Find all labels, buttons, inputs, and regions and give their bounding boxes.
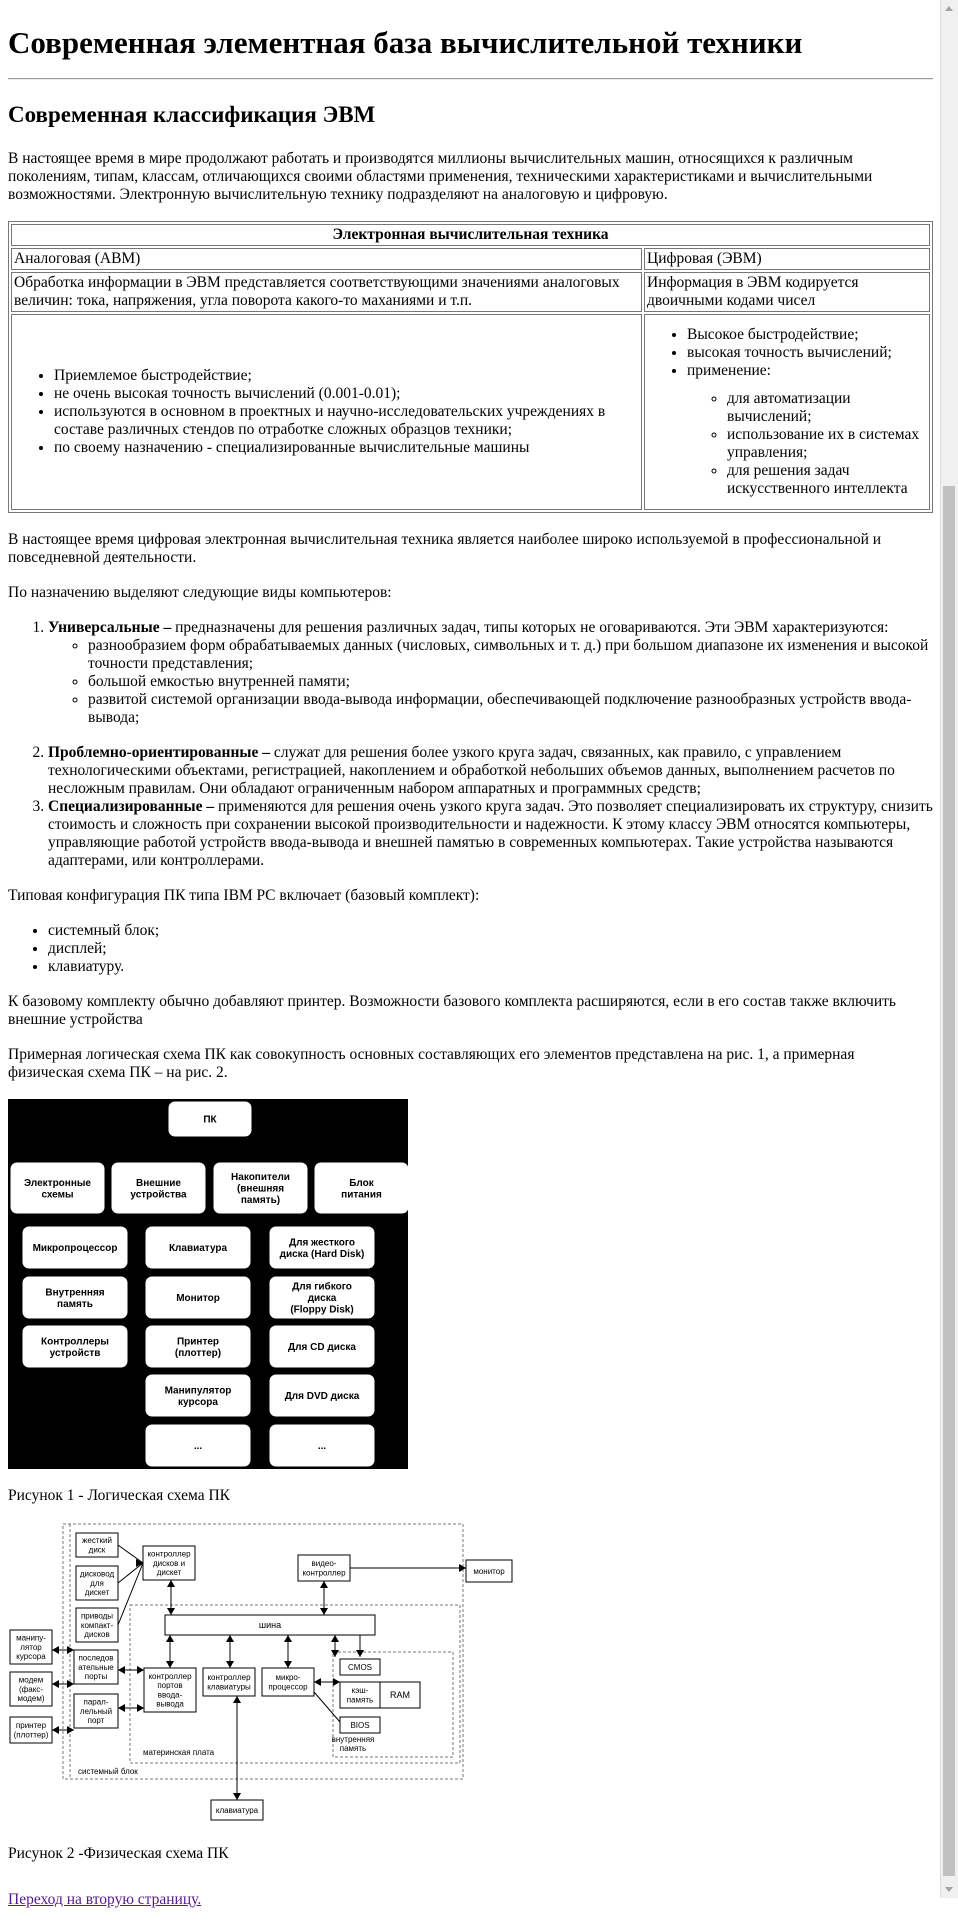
fdd-label: дискет	[84, 1588, 110, 1597]
fig1-group-label: схемы	[41, 1189, 74, 1201]
list-item: ◦ использование их в системах управления;	[727, 426, 927, 462]
list-item	[48, 744, 933, 798]
disk-controller-label: дисков и	[152, 1558, 186, 1568]
bus-label: шина	[258, 1620, 282, 1631]
term-problem-oriented: Проблемно-ориентированные –	[48, 744, 270, 761]
fig1-col3-item-label: Для жесткого	[288, 1237, 356, 1249]
table-digital-info: Информация в ЭВМ кодируется двоичными кодами чисел	[644, 272, 930, 312]
fig1-group-label: питания	[341, 1189, 382, 1201]
list-item	[48, 798, 933, 870]
fig1-col3-item-label: диска (Hard Disk)	[279, 1248, 365, 1260]
fig1-col3-item-label: Для DVD диска	[284, 1391, 360, 1402]
fig1-root-label: ПК	[203, 1114, 217, 1126]
fig1-col1-item-label: Контроллеры	[41, 1336, 109, 1348]
classification-table	[8, 221, 933, 513]
digital-paragraph: В настоящее время цифровая электронная вычислительная техника является наиболее широко используемой в профессиональной и повседневной деятельности.	[8, 531, 882, 566]
term-description: предназначены для решения различных задач, типы которых не оговариваются. Эти ЭВМ характеризуются:	[171, 619, 889, 636]
modem-label: модем	[18, 1675, 44, 1685]
fig1-col1-item-label: память	[57, 1298, 93, 1310]
fdd-label: для	[90, 1578, 104, 1588]
list-item: • Высокое быстродействие;	[687, 326, 927, 344]
modem-label: (факс-	[19, 1684, 43, 1694]
link-kbc-keyboard-head	[233, 1696, 241, 1703]
next-page-link[interactable]: Переход на вторую страницу.	[8, 1891, 202, 1908]
link-video-bus-head	[320, 1581, 328, 1588]
fig1-col3-item-label: ...	[317, 1441, 327, 1452]
link-serial-io-head	[118, 1666, 125, 1674]
fig1-group-label: Электронные	[24, 1177, 91, 1189]
link-bus-mem2-head	[356, 1650, 364, 1657]
table-header: Электронная вычислительная техника	[11, 224, 930, 246]
cpu-label: процессор	[268, 1682, 308, 1692]
disk-controller-label: контроллер	[147, 1549, 191, 1559]
printer-label: принтер	[15, 1721, 47, 1731]
fig1-col2-item-label: Принтер	[176, 1336, 220, 1348]
fig1-col1-item-label: Внутренняя	[45, 1287, 105, 1299]
list-item: ◦ для решения задач искусственного интеллекта	[727, 462, 927, 498]
term-description: применяются для решения очень узкого круга задач. Это позволяет специализировать их структуру, снизить стоимость и сложность при сохранении высокой производительности и надежности. К этому классу ЭВМ относятся компьютеры, управляющие работой устройств ввода-вывода и внешней памятью в современных компьютерах. Такие устройства называются адаптерами, или контроллерами.	[48, 798, 933, 869]
schemes-paragraph: Примерная логическая схема ПК как совокупность основных составляющих его элементов представлена на рис. 1, а примерная физическая схема ПК – на рис. 2.	[8, 1046, 855, 1081]
printer-label: (плоттер)	[13, 1730, 49, 1740]
term-specialized: Специализированные –	[48, 798, 215, 815]
analog-feature-list	[14, 367, 639, 457]
physical-scheme-figure	[8, 1522, 518, 1827]
fig1-col2-item-label: Клавиатура	[168, 1243, 228, 1254]
cdd-label: приводы	[80, 1611, 114, 1621]
video-controller-label: видео-	[311, 1559, 337, 1569]
list-item: ◦ для автоматизации вычислений;	[727, 390, 927, 426]
logical-scheme-figure	[8, 1099, 408, 1469]
link-bus-mem-head	[331, 1635, 339, 1642]
list-item	[48, 619, 933, 727]
link-bus-io-head	[166, 1661, 174, 1668]
keyboard-label: клавиатура	[215, 1805, 259, 1815]
printer-paragraph: К базовому комплекту обычно добавляют принтер. Возможности базового комплекта расширяются, если в его состав также включить внешние устройства	[8, 993, 896, 1028]
figure2-caption: Рисунок 2 -Физическая схема ПК	[8, 1845, 229, 1862]
link-kbc-keyboard-head	[233, 1793, 241, 1800]
internal-memory-label: внутренняя	[331, 1735, 375, 1744]
parallel-port-label: порт	[87, 1716, 105, 1725]
link-serial-io-head	[137, 1666, 144, 1674]
list-item: ◦ разнообразием форм обрабатываемых данных (числовых, символьных и т. д.) при большом диапазоне их изменения и высокой точности представления;	[88, 637, 933, 673]
system-unit-label: системный блок	[78, 1767, 138, 1776]
fig1-group-label: память)	[240, 1195, 281, 1206]
disk-controller-label: дискет	[156, 1568, 182, 1577]
application-sublist	[687, 390, 927, 498]
io-controller-label: портов	[157, 1681, 183, 1691]
link-parallel-io-head	[137, 1704, 144, 1712]
config-list	[8, 922, 933, 976]
modem-label: модем)	[17, 1694, 45, 1703]
list-item: • используются в основном в проектных и научно-исследовательских учреждениях в составе различных стендов по отработке сложных образцов техники;	[54, 403, 639, 439]
fig1-col1-item-label: Микропроцессор	[32, 1243, 118, 1254]
fig1-col2-item-label: Манипулятор	[164, 1385, 232, 1397]
link-parallel-io-head	[118, 1704, 125, 1712]
table-digital-features	[644, 314, 930, 510]
keyboard-controller-label: клавиатуры	[207, 1682, 251, 1692]
intro-paragraph: В настоящее время в мире продолжают работать и производятся миллионы вычислительных машин, относящихся к различным поколениям, типам, классам, отличающихся своими областями применения, техническими характеристиками и вычислительными возможностями. Электронную вычислительную технику подразделяют на аналоговую и цифровую.	[8, 150, 873, 203]
serial-ports-label: ательные	[78, 1662, 114, 1672]
list-item: • по своему назначению - специализированные вычислительные машины	[54, 439, 639, 457]
link-bus-cpu-head	[284, 1635, 292, 1642]
cache-label: память	[346, 1695, 374, 1705]
table-col-analog: Аналоговая (АВМ)	[11, 248, 642, 270]
scroll-up-arrow-icon[interactable]	[941, 0, 958, 17]
fig1-col3-item-label: Для гибкого	[292, 1281, 352, 1293]
purpose-paragraph: По назначению выделяют следующие виды компьютеров:	[8, 584, 392, 601]
list-item	[687, 362, 927, 498]
list-item: ◦ развитой системой организации ввода-вывода информации, обеспечивающей подключение разнообразных устройств ввода-вывода;	[88, 691, 933, 727]
io-controller-label: контроллер	[148, 1672, 192, 1681]
video-controller-label: контроллер	[302, 1568, 346, 1578]
purpose-list	[8, 619, 933, 870]
fig1-group-label: Внешние	[136, 1177, 181, 1189]
link-bus-io-head	[166, 1635, 174, 1642]
fig1-col3-item-label: диска	[307, 1293, 337, 1304]
link-mouse-head	[52, 1646, 59, 1654]
fig1-col2-item-label: (плоттер)	[174, 1347, 222, 1359]
term-universal: Универсальные –	[48, 619, 172, 636]
fig1-group-label: Блок	[349, 1177, 374, 1189]
list-item: • высокая точность вычислений;	[687, 344, 927, 362]
link-hdd	[118, 1545, 143, 1563]
cdd-label: дисков	[84, 1630, 110, 1639]
scrollbar-thumb[interactable]	[943, 486, 955, 1876]
link-printer-head	[52, 1726, 59, 1734]
mouse-label: манипу-	[16, 1633, 46, 1643]
cmos-label: CMOS	[348, 1662, 372, 1672]
link-cpu-cache-head	[333, 1678, 340, 1686]
fig1-col1-item-label: устройств	[49, 1347, 101, 1359]
link-video-bus-head	[320, 1608, 328, 1615]
fig1-col2-item-label: ...	[193, 1441, 203, 1452]
keyboard-controller-label: контроллер	[207, 1673, 251, 1683]
digital-feature-list	[647, 326, 927, 498]
config-paragraph: Типовая конфигурация ПК типа IBM PC включает (базовый комплект):	[8, 887, 480, 904]
fig1-col3-item-label: Для CD диска	[288, 1342, 356, 1353]
list-item: • дисплей;	[48, 940, 933, 958]
fig1-group-label: устройства	[130, 1189, 187, 1201]
monitor-label: монитор	[473, 1566, 505, 1576]
list-item: • клавиатуру.	[48, 958, 933, 976]
fig1-group-label: (внешняя	[236, 1183, 285, 1195]
io-controller-label: вывода	[156, 1699, 184, 1709]
list-item: • не очень высокая точность вычислений (0.001-0.01);	[54, 385, 639, 403]
link-bus-kbc-head	[226, 1635, 234, 1642]
link-disk-bus-head	[167, 1580, 175, 1587]
bios-label: BIOS	[350, 1720, 370, 1730]
list-item-label: применение:	[687, 362, 771, 379]
table-analog-features	[11, 314, 642, 510]
universal-sublist	[48, 637, 933, 727]
hdd-label: диск	[88, 1545, 106, 1555]
cache-label: кэш-	[351, 1686, 369, 1696]
list-item: • системный блок;	[48, 922, 933, 940]
link-modem-head	[52, 1680, 59, 1688]
link-mouse-head	[67, 1646, 74, 1654]
link-bus-kbc-head	[226, 1661, 234, 1668]
parallel-port-label: лельный	[79, 1706, 113, 1716]
parallel-port-label: парал-	[83, 1697, 109, 1707]
link-cpu-bios	[314, 1692, 340, 1722]
table-analog-info: Обработка информации в ЭВМ представляется соответствующими значениями аналоговых величин: тока, напряжения, угла поворота какого-то маханиями и т.п.	[11, 272, 642, 312]
serial-ports-label: порты	[84, 1672, 108, 1681]
ram-label: RAM	[390, 1690, 410, 1701]
io-controller-label: ввода-	[157, 1690, 183, 1700]
link-printer-head	[67, 1726, 74, 1734]
mouse-label: курсора	[16, 1652, 46, 1661]
term-description: служат для решения более узкого круга задач, связанных, как правило, с управлением технологическими объектами, регистрацией, накоплением и обработкой небольших объемов данных, выполнением расчетов по несложным правилам. Они обладают ограниченным набором аппаратных и программных средств;	[48, 744, 895, 797]
fig1-col2-item-label: курсора	[178, 1396, 218, 1408]
link-disk-bus-head	[167, 1608, 175, 1615]
cpu-label: микро-	[275, 1673, 301, 1683]
link-cpu-cache-head	[314, 1678, 321, 1686]
fig1-col2-item-label: Монитор	[176, 1293, 220, 1304]
fig1-col3-item-label: (Floppy Disk)	[290, 1304, 354, 1316]
table-col-digital: Цифровая (ЭВМ)	[644, 248, 930, 270]
section-title: Современная классификация ЭВМ	[8, 102, 376, 127]
link-bus-mem-head	[331, 1650, 339, 1657]
vertical-scrollbar[interactable]	[940, 0, 958, 1898]
fdd-label: дисковод	[79, 1569, 115, 1579]
motherboard-label: материнская плата	[143, 1748, 215, 1757]
mouse-label: лятор	[20, 1642, 42, 1652]
internal-memory-label: память	[339, 1744, 367, 1753]
title-divider	[8, 78, 933, 80]
fig1-group-label: Накопители	[231, 1172, 290, 1183]
serial-ports-label: последов	[78, 1653, 114, 1663]
page-title: Современная элементная база вычислительной техники	[8, 25, 803, 60]
scroll-down-arrow-icon[interactable]	[941, 1881, 958, 1898]
figure1-caption: Рисунок 1 - Логическая схема ПК	[8, 1487, 231, 1504]
list-item: • Приемлемое быстродействие;	[54, 367, 639, 385]
link-bus-cpu-head	[284, 1661, 292, 1668]
list-item: ◦ большой емкостью внутренней памяти;	[88, 673, 933, 691]
cdd-label: компакт-	[80, 1620, 114, 1630]
hdd-label: жесткий	[82, 1536, 112, 1546]
page-content	[8, 0, 933, 1926]
